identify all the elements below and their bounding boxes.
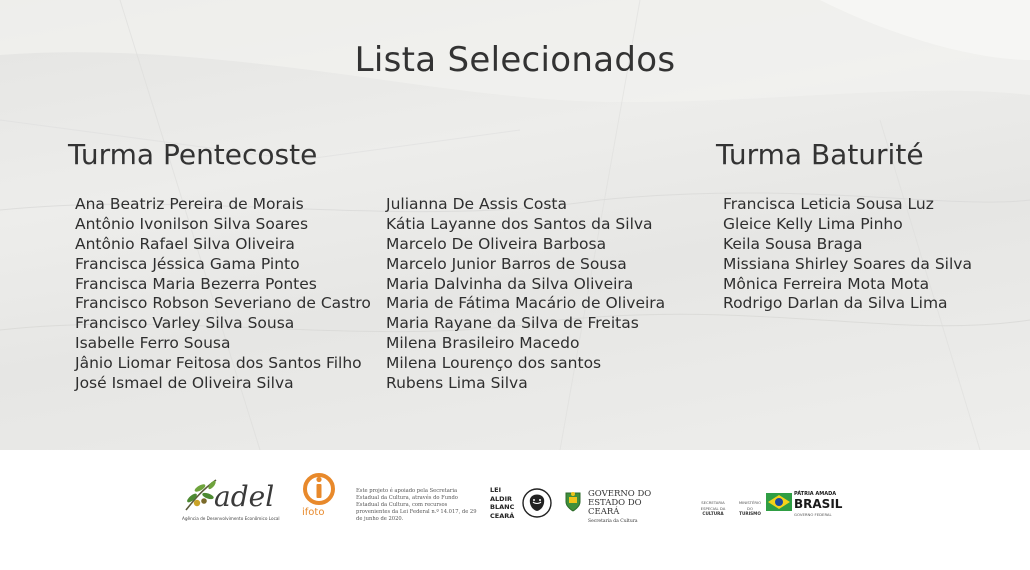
support-text: Este projeto é apoiado pela Secretaria Estadual da Cultura, através do Fundo Estadual da Cultura, com recursos provenientes da Lei Federal n.º 14.017, de 29 de junho de 2020. bbox=[356, 488, 477, 522]
adel-subtitle: Agência de Desenvolvimento Econômico Local bbox=[182, 516, 280, 521]
lei-aldir-blanc-logo bbox=[490, 486, 552, 528]
brasil-governo-federal-logo bbox=[766, 490, 843, 517]
list-item: Milena Brasileiro Macedo bbox=[386, 334, 580, 353]
ministerio-label: MINISTÉRIO DO bbox=[738, 500, 762, 511]
ifoto-mark-icon bbox=[302, 472, 336, 506]
governo-line1: GOVERNO DO bbox=[588, 489, 652, 499]
pentecoste-list-col2 bbox=[386, 195, 665, 394]
turismo-label: TURISMO bbox=[739, 511, 761, 516]
lei-line3: BLANC bbox=[490, 503, 515, 511]
list-item: Maria Dalvinha da Silva Oliveira bbox=[386, 274, 634, 293]
governo-line2: ESTADO DO CEARÁ bbox=[588, 498, 642, 517]
list-item: Missiana Shirley Soares da Silva bbox=[723, 254, 972, 273]
list-item: Ana Beatriz Pereira de Morais bbox=[75, 195, 304, 213]
list-item: Isabelle Ferro Sousa bbox=[75, 334, 231, 353]
list-item: Francisco Varley Silva Sousa bbox=[75, 314, 295, 333]
heading-turma-baturite: Turma Baturité bbox=[716, 138, 924, 171]
list-item: Jânio Liomar Feitosa dos Santos Filho bbox=[75, 354, 362, 373]
list-item: Gleice Kelly Lima Pinho bbox=[723, 214, 903, 233]
ifoto-logo bbox=[300, 472, 338, 522]
list-item: Maria Rayane da Silva de Freitas bbox=[386, 314, 639, 333]
governo-ceara-logo bbox=[564, 488, 664, 524]
list-item: Julianna De Assis Costa bbox=[386, 195, 567, 213]
list-item: Marcelo Junior Barros de Sousa bbox=[386, 254, 627, 273]
list-item: Maria de Fátima Macário de Oliveira bbox=[386, 294, 666, 313]
adel-logo bbox=[182, 476, 278, 522]
brasil-line1: PÁTRIA AMADA bbox=[794, 491, 837, 497]
ceara-coat-of-arms-icon bbox=[564, 490, 582, 512]
list-item: Francisco Robson Severiano de Castro bbox=[75, 294, 371, 313]
lei-line1: LEI bbox=[490, 486, 502, 494]
brasil-line3: GOVERNO FEDERAL bbox=[794, 512, 832, 517]
pentecoste-list-col1 bbox=[75, 195, 371, 394]
adel-name: adel bbox=[214, 480, 275, 513]
federal-secretaria-logo bbox=[692, 500, 764, 520]
secretaria-label: SECRETARIA ESPECIAL DA bbox=[700, 500, 726, 511]
list-item: Francisca Leticia Sousa Luz bbox=[723, 195, 934, 213]
lei-line4: CEARÁ bbox=[490, 511, 515, 520]
list-item: Francisca Jéssica Gama Pinto bbox=[75, 254, 300, 273]
list-item: Rodrigo Darlan da Silva Lima bbox=[723, 294, 948, 313]
list-item: Rubens Lima Silva bbox=[386, 374, 528, 393]
list-item: Keila Sousa Braga bbox=[723, 234, 863, 253]
list-item: Antônio Rafael Silva Oliveira bbox=[75, 234, 295, 253]
governo-line3: Secretaria da Cultura bbox=[588, 519, 638, 524]
list-item: Mônica Ferreira Mota Mota bbox=[723, 274, 930, 293]
heading-turma-pentecoste: Turma Pentecoste bbox=[68, 138, 318, 171]
list-item: Francisca Maria Bezerra Pontes bbox=[75, 274, 317, 293]
brasil-line2: BRASIL bbox=[794, 497, 843, 511]
list-item: Antônio Ivonilson Silva Soares bbox=[75, 214, 309, 233]
lei-line2: ALDIR bbox=[490, 494, 512, 503]
ifoto-name: ifoto bbox=[302, 507, 325, 518]
baturite-list bbox=[723, 195, 972, 314]
brazil-flag-icon bbox=[766, 493, 792, 511]
sponsor-footer bbox=[0, 450, 1030, 570]
cultura-label: CULTURA bbox=[702, 511, 724, 516]
list-item: José Ismael de Oliveira Silva bbox=[75, 374, 294, 393]
page-title: Lista Selecionados bbox=[354, 40, 676, 80]
portrait-icon bbox=[522, 488, 552, 518]
list-item: Marcelo De Oliveira Barbosa bbox=[386, 234, 607, 253]
list-item: Kátia Layanne dos Santos da Silva bbox=[386, 214, 653, 233]
list-item: Milena Lourenço dos santos bbox=[386, 354, 602, 373]
